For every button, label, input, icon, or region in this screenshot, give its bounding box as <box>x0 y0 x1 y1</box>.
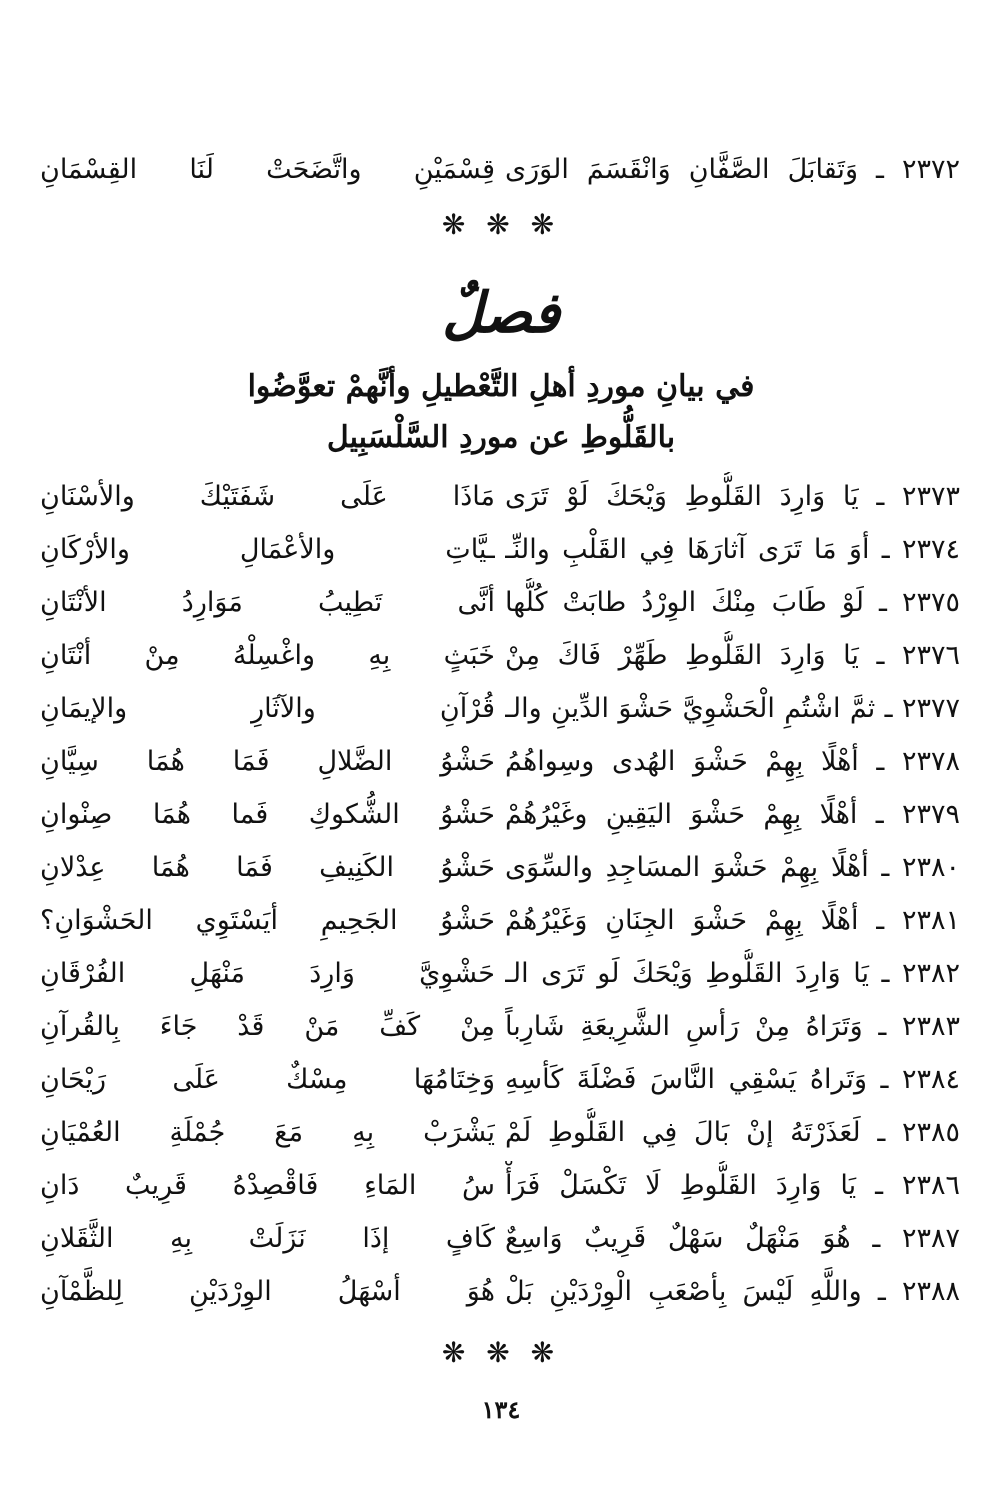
verse-second-hemistich: حَشْوُ الكَنِيفِ فَمَا هُمَا عِدْلانِ <box>40 852 495 883</box>
verse-first-hemistich: ٢٣٧٦ ـ يَا وَارِدَ القَلُّوطِ طَهِّرْ فَاكَ مِنْ <box>505 640 960 671</box>
verse-first-hemistich: ٢٣٨٢ ـ يَا وَارِدَ القَلُّوطِ وَيْحَكَ لَو تَرَى الـ <box>505 958 960 989</box>
verse-first-hemistich: ٢٣٨٠ ـ أهْلًا بِهِمْ حَشْوَ المسَاجِدِ والسِّوَى <box>505 852 960 883</box>
verse-row <box>40 1267 960 1317</box>
verse-row <box>40 896 960 946</box>
verse-row <box>40 790 960 840</box>
verse-second-hemistich: حَشْوُ الشُّكوكِ فَما هُمَا صِنْوانِ <box>40 799 495 830</box>
verse-second-hemistich: هُوَ أسْهَلُ الوِرْدَيْنِ لِلظَّمْآنِ <box>40 1276 495 1307</box>
verse-second-hemistich: حَشْوُ الضَّلالِ فَمَا هُمَا سِيَّانِ <box>40 746 495 777</box>
section-heading: فصلٌ <box>442 280 560 346</box>
verse-first-hemistich: ٢٣٨٦ ـ يَا وَارِدَ القَلُّوطِ لَا تَكْسَلْ فَرَأْ <box>505 1170 960 1201</box>
verse-row <box>40 1055 960 1105</box>
verse-second-hemistich: يَشْرَبْ بِهِ مَعَ جُمْلَةِ العُمْيَانِ <box>40 1117 495 1148</box>
verse-second-hemistich: حَشْوِيَّ وَارِدَ مَنْهَلِ الفُرْقَانِ <box>40 958 495 989</box>
page-number: ١٣٤ <box>481 1395 521 1424</box>
verse-first-hemistich: ٢٣٨٥ ـ لَعَذَرْتَهُ إنْ بَالَ فِي القَلُّوطِ لَمْ <box>505 1117 960 1148</box>
verse-second-hemistich: ـيَّاتِ والأعْمَالِ والأرْكَانِ <box>40 534 495 565</box>
verse-second-hemistich: حَشْوُ الجَحِيمِ أيَسْتَوِي الحَشْوَانِ؟ <box>40 905 495 936</box>
verse-second-hemistich: قُرْآنِ والآثَارِ والإيمَانِ <box>40 693 495 724</box>
verse-row <box>40 472 960 522</box>
verse-row <box>40 1161 960 1211</box>
verse-second-hemistich: خَبَثٍ بِهِ واغْسِلْهُ مِنْ أنْتَانِ <box>40 640 495 671</box>
verse-row <box>40 525 960 575</box>
section-subtitle-line2: بالقَلُّوطِ عن موردِ السَّلْسَبِيل <box>326 420 676 455</box>
verse-second-hemistich: قِسْمَيْنِ واتَّضَحَتْ لَنَا القِسْمَانِ <box>40 154 495 185</box>
verse-row <box>40 1214 960 1264</box>
verse-second-hemistich: أنَّى تَطِيبُ مَوَارِدُ الأنْتَانِ <box>40 587 495 618</box>
verse-first-hemistich: ٢٣٧٣ ـ يَا وَارِدَ القَلُّوطِ وَيْحَكَ لَوْ تَرَى <box>505 481 960 512</box>
verse-first-hemistich: ٢٣٧٥ ـ لَوْ طَابَ مِنْكَ الوِرْدُ طابَتْ كُلُّها <box>505 587 960 618</box>
verse-first-hemistich: ٢٣٧٩ ـ أهْلًا بِهِمْ حَشْوَ اليَقِينِ وغَيْرُهُمْ <box>505 799 960 830</box>
verse-second-hemistich: مِنْ كَفِّ مَنْ قَدْ جَاءَ بِالقُرآنِ <box>40 1011 495 1042</box>
separator-top: ❋ ❋ ❋ <box>441 208 561 241</box>
verse-first-hemistich: ٢٣٧٨ ـ أهْلًا بِهِمْ حَشْوَ الهُدى وسِواهُمُ <box>505 746 960 777</box>
verse-row <box>40 631 960 681</box>
verse-first-hemistich: ٢٣٧٧ ـ ثمَّ اشْتُمِ الْحَشْوِيَّ حَشْوَ الدِّينِ والـ <box>505 693 960 724</box>
verse-first-hemistich: ٢٣٨١ ـ أهْلًا بِهِمْ حَشْوَ الجِنَانِ وَغَيْرُهُمْ <box>505 905 960 936</box>
verse-row <box>40 843 960 893</box>
verse-2372 <box>40 145 960 195</box>
verse-second-hemistich: وَخِتَامُهَا مِسْكٌ عَلَى رَيْحَانِ <box>40 1064 495 1095</box>
verse-row <box>40 578 960 628</box>
verse-second-hemistich: كَافٍ إذَا نَزَلَتْ بِهِ الثَّقَلانِ <box>40 1223 495 1254</box>
verse-second-hemistich: مَاذَا عَلَى شَفَتَيْكَ والأسْنَانِ <box>40 481 495 512</box>
verse-row <box>40 1108 960 1158</box>
section-subtitle-line1: في بيانِ موردِ أهلِ التَّعْطيلِ وأنَّهمْ تعوَّضُوا <box>247 369 755 404</box>
verse-first-hemistich: ٢٣٨٣ ـ وَتَرَاهُ مِنْ رَأسِ الشَّرِيعَةِ شَارِباً <box>505 1011 960 1042</box>
verse-first-hemistich: ٢٣٨٧ ـ هُوَ مَنْهَلٌ سَهْلٌ قَرِيبٌ وَاسِعٌ <box>505 1223 960 1254</box>
verse-first-hemistich: ٢٣٨٤ ـ وَتَراهُ يَسْقِي النَّاسَ فَضْلَةَ كَأسِهِ <box>505 1064 960 1095</box>
verse-row <box>40 684 960 734</box>
verse-first-hemistich: ٢٣٨٨ ـ واللَّهِ لَيْسَ بِأصْعَبِ الْوِرْدَيْنِ بَلْ <box>505 1276 960 1307</box>
verse-first-hemistich: ٢٣٧٢ ـ وَتَقابَلَ الصَّفَّانِ وَانْقَسَمَ الوَرَى <box>505 154 960 185</box>
verse-second-hemistich: سُ المَاءِ فَاقْصِدْهُ قَرِيبٌ دَانِ <box>40 1170 495 1201</box>
verse-row <box>40 1002 960 1052</box>
verse-row <box>40 737 960 787</box>
verse-first-hemistich: ٢٣٧٤ ـ أوَ مَا تَرَى آثارَهَا فِي القَلْبِ والنِّـ <box>505 534 960 565</box>
verse-row <box>40 949 960 999</box>
separator-bottom: ❋ ❋ ❋ <box>441 1336 561 1369</box>
